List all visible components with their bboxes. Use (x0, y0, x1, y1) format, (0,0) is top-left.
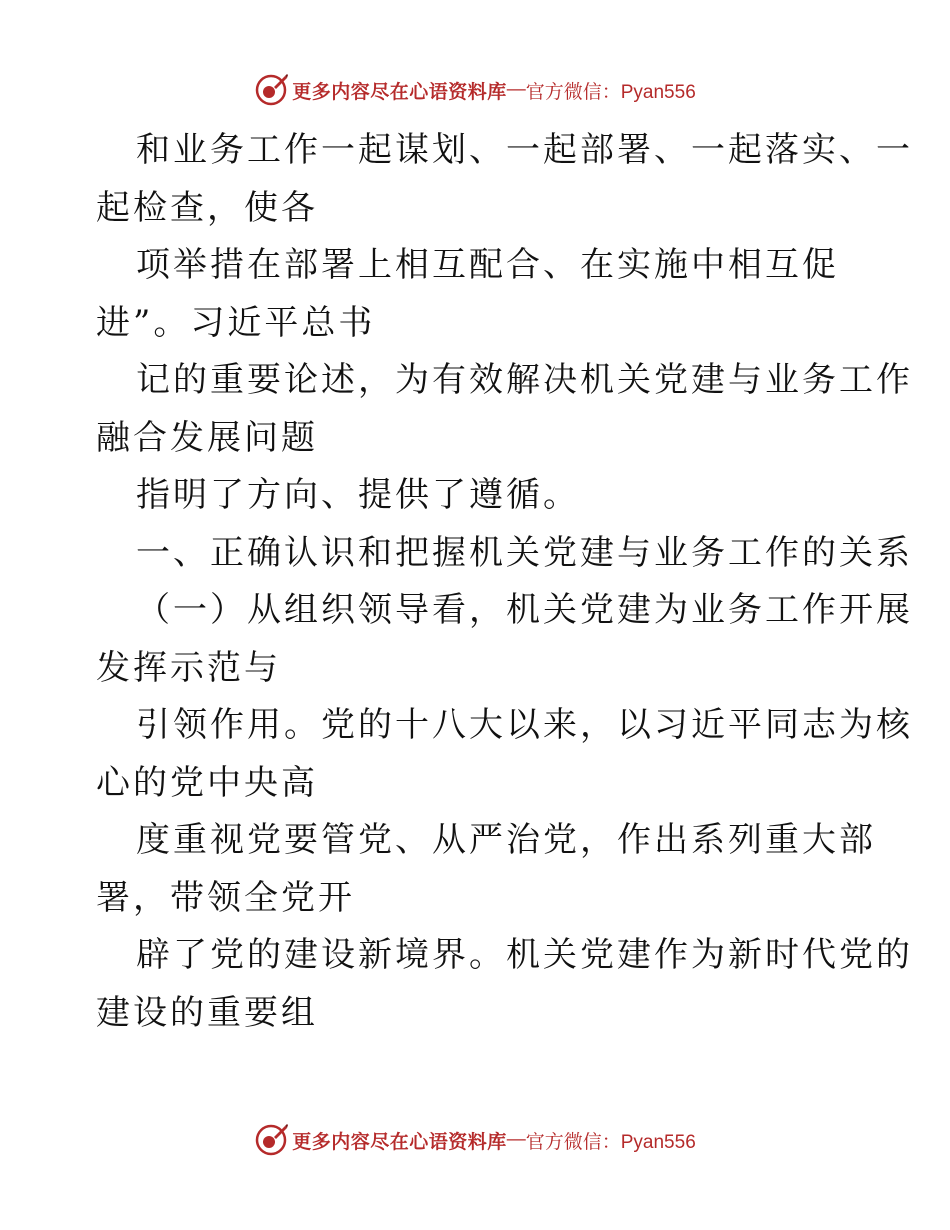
subsection-heading: （一）从组织领导看，机关党建为业务工作开展 (136, 590, 913, 630)
document-body (96, 122, 913, 1042)
body-line: 指明了方向、提供了遵循。 (136, 475, 580, 515)
body-line: 心的党中央高 (96, 762, 318, 803)
footer-banner-text: 更多内容尽在心语资料库 (292, 1130, 507, 1153)
body-line: 署，带领全党开 (96, 877, 355, 918)
body-line: 融合发展问题 (96, 417, 318, 458)
footer-banner (0, 1120, 950, 1160)
footer-banner-dash: — (506, 1129, 526, 1150)
footer-wechat-id: 官方微信：Pyan556 (525, 1131, 696, 1153)
body-line: 和业务工作一起谋划、一起部署、一起落实、一 (136, 130, 913, 170)
body-line: 起检查，使各 (96, 187, 318, 228)
body-line: 引领作用。党的十八大以来，以习近平同志为核 (136, 705, 913, 745)
section-heading: 一、正确认识和把握机关党建与业务工作的关系 (136, 532, 913, 573)
body-line: 记的重要论述，为有效解决机关党建与业务工作 (136, 360, 913, 400)
body-line: 辟了党的建设新境界。机关党建作为新时代党的 (136, 935, 913, 975)
header-banner-text: 更多内容尽在心语资料库 (292, 80, 507, 103)
body-line: 发挥示范与 (96, 647, 281, 688)
body-line: 建设的重要组 (96, 992, 318, 1033)
body-line: 项举措在部署上相互配合、在实施中相互促 (136, 245, 839, 285)
header-banner (0, 70, 950, 110)
body-line: 度重视党要管党、从严治党，作出系列重大部 (136, 820, 876, 860)
pen-logo-icon (254, 73, 288, 107)
header-wechat-id: 官方微信：Pyan556 (525, 81, 696, 103)
body-line: 进”。习近平总书 (96, 302, 376, 343)
pen-logo-icon (254, 1123, 288, 1157)
header-banner-dash: — (506, 79, 526, 100)
